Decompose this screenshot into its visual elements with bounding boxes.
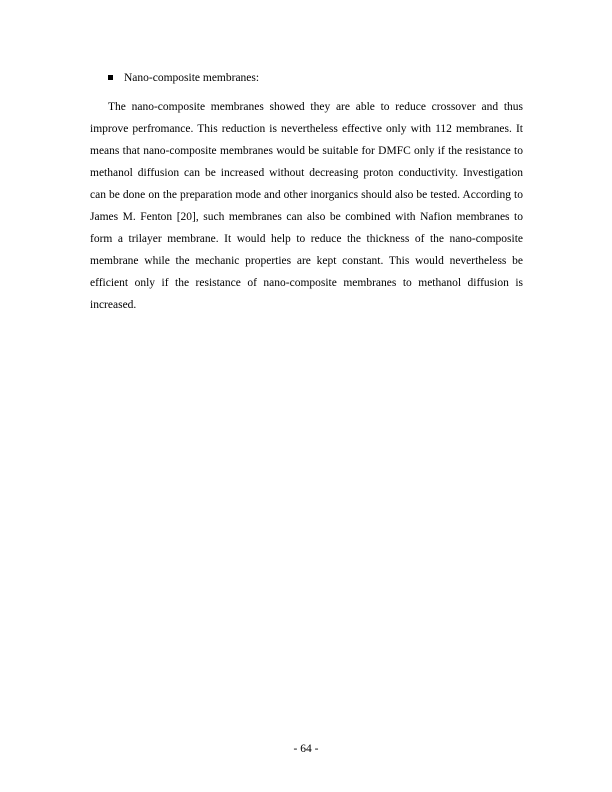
bullet-heading-row	[108, 71, 259, 85]
page-number: - 64 -	[293, 743, 319, 755]
square-bullet-icon	[108, 75, 113, 80]
bullet-heading: Nano-composite membranes:	[124, 72, 260, 84]
body-paragraph: The nano-composite membranes showed they are able to reduce crossover and thus improve perfromance. This reduction is nevertheless effective only with 112 membranes. It means that nano-composite membranes would be suitable for DMFC only if the resistance to methanol diffusion can be increased without decreasing proton conductivity. Investigation can be done on the preparation mode and other inorganics should also be tested. According to James M. Fenton [20], such membranes can also be combined with Nafion membranes to form a trilayer membrane. It would help to reduce the thickness of the nano-composite membrane while the mechanic properties are kept constant. This would nevertheless be efficient only if the resistance of nano-composite membranes to methanol diffusion is increased.	[90, 101, 523, 311]
